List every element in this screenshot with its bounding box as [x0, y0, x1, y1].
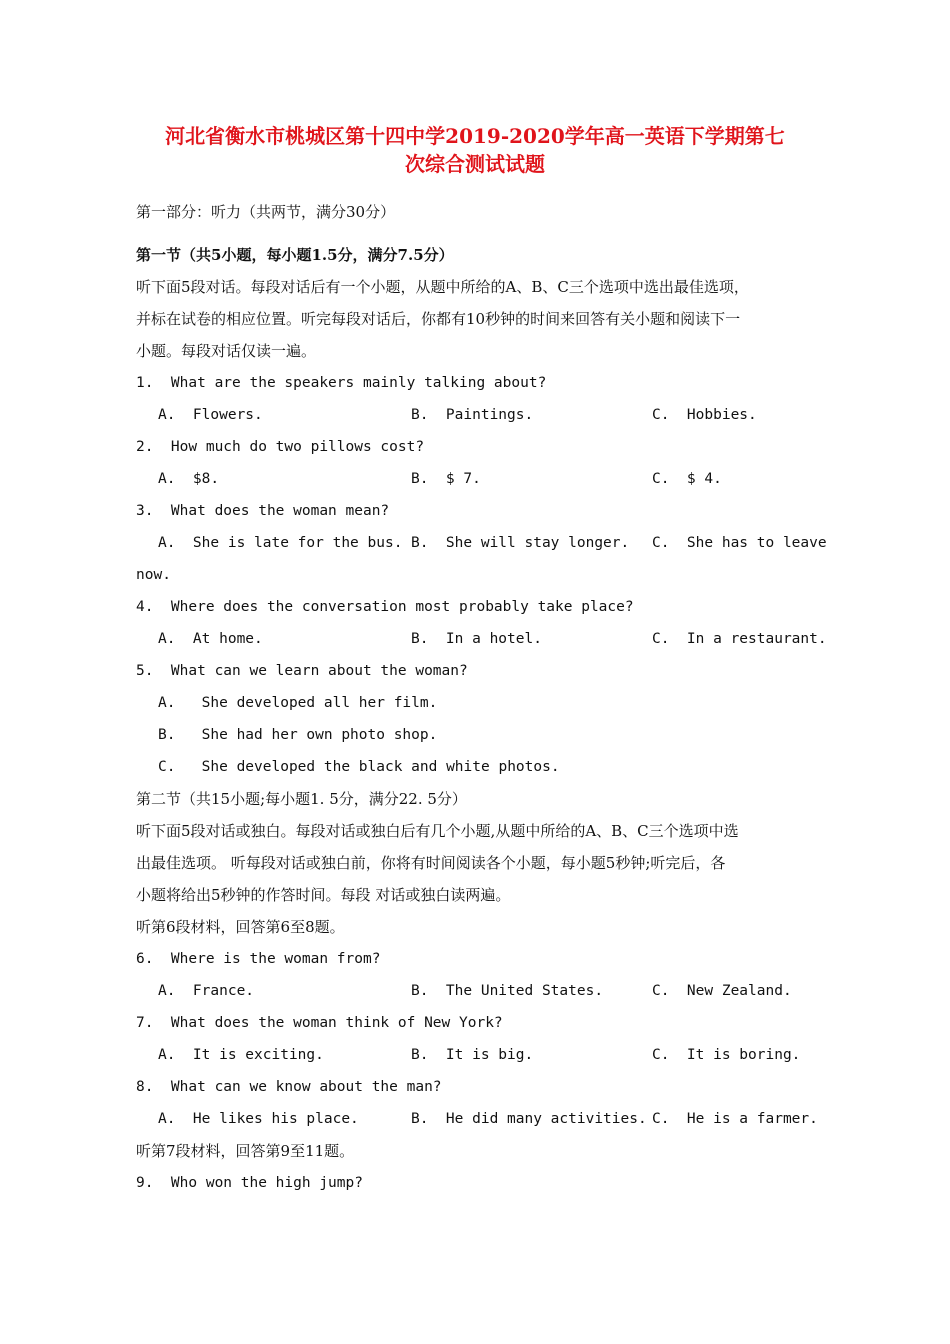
question-4-stem: 4. Where does the conversation most probably take place?	[136, 599, 634, 615]
question-8-stem: 8. What can we know about the man?	[136, 1079, 442, 1095]
section2-instruction-3: 小题将给出5秒钟的作答时间。每段 对话或独白读两遍。	[136, 886, 511, 904]
question-6-option-c: C. New Zealand.	[652, 983, 792, 999]
question-5-stem: 5. What can we learn about the woman?	[136, 663, 468, 679]
material-6-note: 听第6段材料，回答第6至8题。	[136, 918, 345, 936]
question-6-stem: 6. Where is the woman from?	[136, 951, 381, 967]
question-2-option-b: B. $ 7.	[411, 471, 481, 487]
question-7-option-a: A. It is exciting.	[158, 1047, 324, 1063]
question-7-stem: 7. What does the woman think of New York?	[136, 1015, 503, 1031]
question-3-option-a: A. She is late for the bus.	[158, 535, 403, 551]
title-line-2: 次综合测试试题	[405, 152, 545, 176]
section2-instruction-1: 听下面5段对话或独白。每段对话或独白后有几个小题,从题中所给的A、B、C三个选项中选	[136, 822, 739, 840]
question-9-stem: 9. Who won the high jump?	[136, 1175, 363, 1191]
question-2-stem: 2. How much do two pillows cost?	[136, 439, 425, 455]
question-4-option-c: C. In a restaurant.	[652, 631, 827, 647]
section1-instruction-3: 小题。每段对话仅读一遍。	[136, 342, 317, 360]
question-5-option-b: B. She had her own photo shop.	[158, 727, 438, 743]
question-1-option-c: C. Hobbies.	[652, 407, 757, 423]
question-6-option-b: B. The United States.	[411, 983, 604, 999]
section1-instruction-1: 听下面5段对话。每段对话后有一个小题，从题中所给的A、B、C三个选项中选出最佳选项，	[136, 278, 749, 296]
question-1-option-a: A. Flowers.	[158, 407, 263, 423]
question-1-stem: 1. What are the speakers mainly talking about?	[136, 375, 547, 391]
question-2-option-c: C. $ 4.	[652, 471, 722, 487]
question-2-option-a: A. $8.	[158, 471, 220, 487]
question-8-option-b: B. He did many activities.	[411, 1111, 647, 1127]
material-7-note: 听第7段材料，回答第9至11题。	[136, 1142, 355, 1160]
question-3-option-c: C. She has to leave	[652, 535, 827, 551]
question-8-option-a: A. He likes his place.	[158, 1111, 359, 1127]
question-5-option-c: C. She developed the black and white photos.	[158, 759, 560, 775]
section1-heading: 第一节（共5小题，每小题1.5分，满分7.5分）	[136, 246, 454, 264]
question-7-option-b: B. It is big.	[411, 1047, 534, 1063]
question-6-option-a: A. France.	[158, 983, 255, 999]
question-3-option-c-continued: now.	[136, 567, 171, 583]
question-8-option-c: C. He is a farmer.	[652, 1111, 818, 1127]
question-7-option-c: C. It is boring.	[652, 1047, 801, 1063]
question-3-option-b: B. She will stay longer.	[411, 535, 630, 551]
question-4-option-b: B. In a hotel.	[411, 631, 542, 647]
question-4-option-a: A. At home.	[158, 631, 263, 647]
part1-heading: 第一部分：听力（共两节，满分30分）	[136, 203, 396, 221]
question-3-stem: 3. What does the woman mean?	[136, 503, 390, 519]
title-line-1: 河北省衡水市桃城区第十四中学2019-2020学年高一英语下学期第七	[165, 124, 785, 148]
section2-instruction-2: 出最佳选项。 听每段对话或独白前，你将有时间阅读各个小题，每小题5秒钟;听完后，各	[136, 854, 726, 872]
section1-instruction-2: 并标在试卷的相应位置。听完每段对话后，你都有10秒钟的时间来回答有关小题和阅读下一	[136, 310, 741, 328]
section2-heading: 第二节（共15小题;每小题1. 5分，满分22. 5分）	[136, 790, 467, 808]
question-5-option-a: A. She developed all her film.	[158, 695, 438, 711]
question-1-option-b: B. Paintings.	[411, 407, 534, 423]
